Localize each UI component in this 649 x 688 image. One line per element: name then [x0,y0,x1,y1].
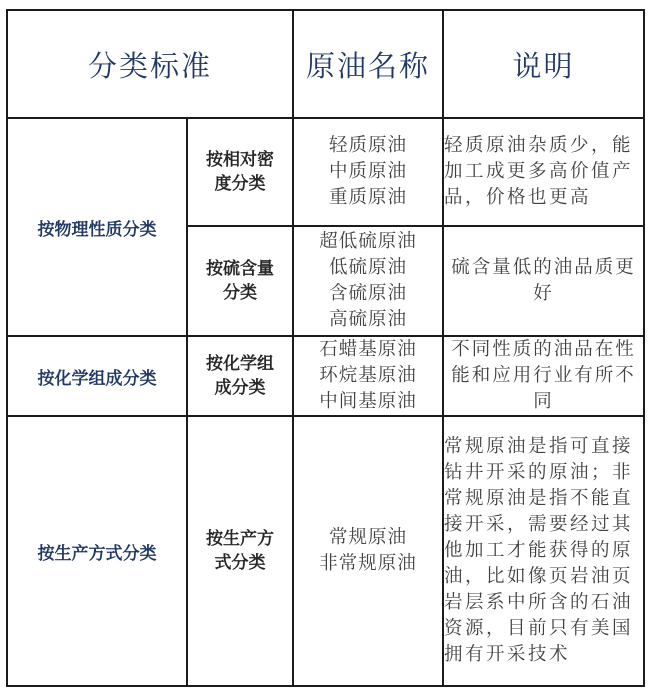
crude-name-intermediate-base: 中间基原油 [319,391,417,412]
method-sulfur-line-2: 分类 [223,283,257,303]
method-chemical-line-2: 成分类 [214,378,266,398]
crude-oil-classification-table [6,9,645,687]
header-category: 分类标准 [7,10,293,118]
method-density-line-1: 按相对密 [206,150,274,170]
header-note: 说明 [443,10,644,118]
method-production-line-2: 式分类 [214,553,266,573]
names-sulfur [293,226,443,336]
crude-name-high-sulfur: 高硫原油 [329,309,408,330]
note-chemical: 不同性质的油品在性能和应用行业有所不同 [443,336,644,416]
method-production-line-1: 按生产方 [206,529,274,549]
table-row-production [7,416,644,686]
crude-name-low-sulfur: 低硫原油 [329,257,408,278]
crude-name-sulfur: 含硫原油 [329,283,408,304]
header-crude-name: 原油名称 [293,10,443,118]
crude-name-medium: 中质原油 [329,161,408,182]
names-density [293,118,443,226]
table-row-chemical [7,336,644,416]
crude-name-conventional: 常规原油 [329,527,408,548]
crude-name-naphthene-base: 环烷基原油 [319,365,417,386]
names-production [293,416,443,686]
note-sulfur: 硫含量低的油品质更好 [443,226,644,336]
method-density [187,118,293,226]
method-chemical [187,336,293,416]
method-density-line-2: 度分类 [214,174,266,194]
names-chemical [293,336,443,416]
note-density: 轻质原油杂质少，能加工成更多高价值产品，价格也更高 [443,118,644,226]
header-row [7,10,644,118]
category-chemical: 按化学组成分类 [7,336,187,416]
crude-name-paraffin-base: 石蜡基原油 [319,339,417,360]
crude-name-ultra-low-sulfur: 超低硫原油 [319,231,417,252]
method-chemical-line-1: 按化学组 [206,354,274,374]
note-production: 常规原油是指可直接钻井开采的原油；非常规原油是指不能直接开采，需要经过其他加工才能获得的原油，比如像页岩油页岩层系中所含的石油资源，目前只有美国拥有开采技术 [443,416,644,686]
method-sulfur [187,226,293,336]
crude-name-unconventional: 非常规原油 [319,553,417,574]
crude-name-light: 轻质原油 [329,135,408,156]
category-production: 按生产方式分类 [7,416,187,686]
table-row-density [7,118,644,226]
method-production [187,416,293,686]
category-physical: 按物理性质分类 [7,118,187,336]
method-sulfur-line-1: 按硫含量 [206,259,274,279]
crude-name-heavy: 重质原油 [329,187,408,208]
